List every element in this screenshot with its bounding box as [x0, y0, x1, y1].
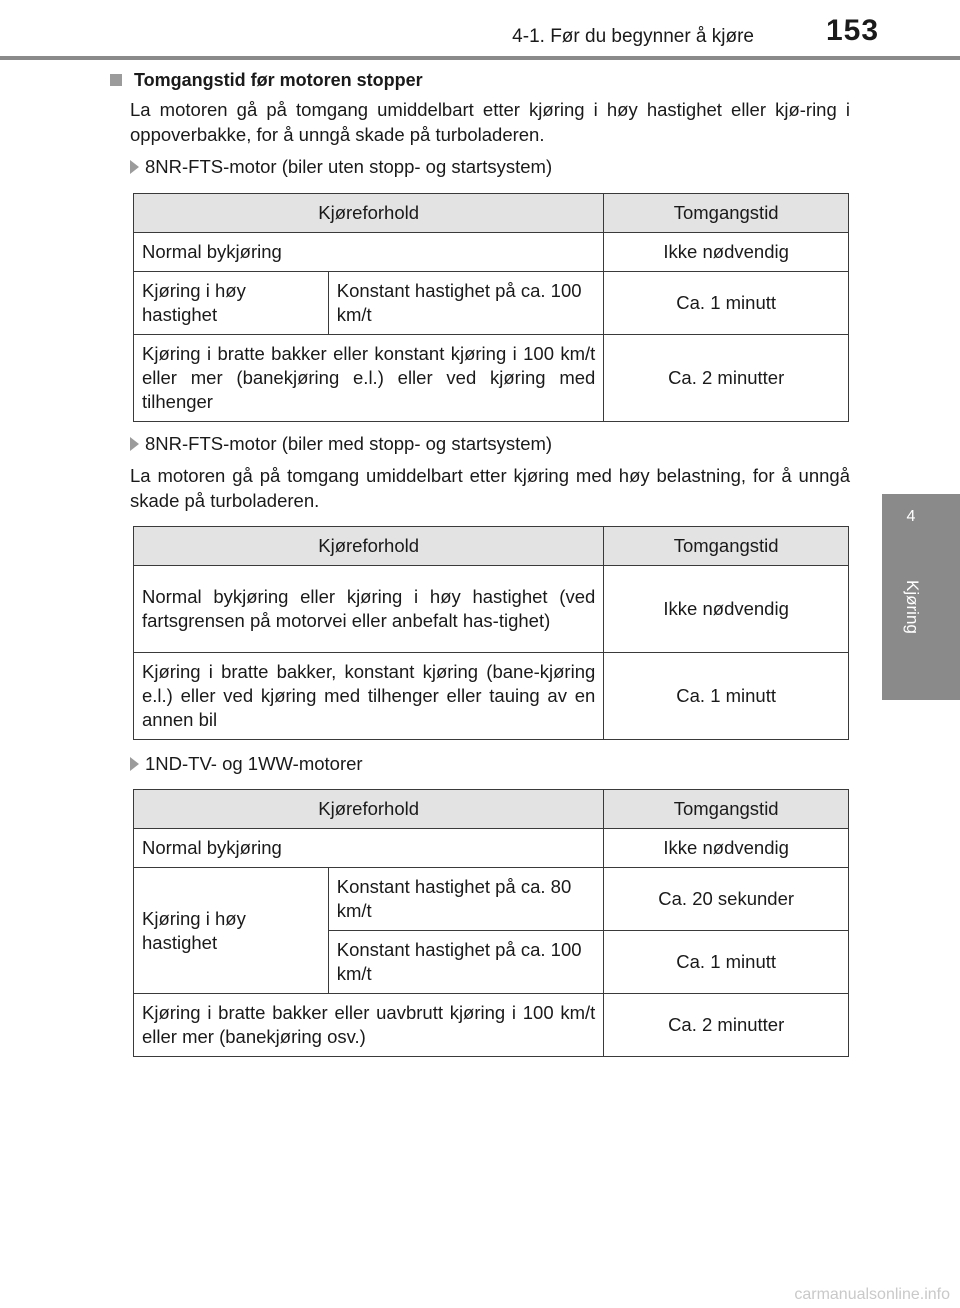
engine-bullet-1	[130, 156, 552, 178]
condition-cell: Normal bykjøring	[134, 233, 604, 272]
condition-cell: Kjøring i bratte bakker, konstant kjøring (bane-kjøring e.l.) eller ved kjøring med tilhenger eller tauing av en annen bil	[134, 653, 604, 740]
time-cell: Ca. 20 sekunder	[604, 868, 849, 931]
table-row	[134, 272, 849, 335]
time-cell: Ca. 2 minutter	[604, 994, 849, 1057]
condition-cell: Kjøring i høy hastighet	[134, 868, 329, 994]
column-header-time: Tomgangstid	[604, 790, 849, 829]
idle-time-table-1	[133, 193, 849, 422]
condition-cell: Normal bykjøring	[134, 829, 604, 868]
table-row	[134, 868, 849, 931]
time-cell: Ca. 1 minutt	[604, 653, 849, 740]
chapter-tab-number: 4	[906, 508, 916, 525]
table-row	[134, 566, 849, 653]
time-cell: Ikke nødvendig	[604, 566, 849, 653]
section-intro: La motoren gå på tomgang umiddelbart etter kjøring i høy hastighet eller kjø-ring i oppoverbakke, for å unngå skade på turboladeren.	[130, 99, 850, 145]
column-header-condition: Kjøreforhold	[134, 527, 604, 566]
engine-bullet-text: 8NR-FTS-motor (biler uten stopp- og startsystem)	[145, 156, 553, 177]
condition-cell: Normal bykjøring eller kjøring i høy hastighet (ved fartsgrensen på motorvei eller anbefalt has-tighet)	[134, 566, 604, 653]
column-header-condition: Kjøreforhold	[134, 194, 604, 233]
time-cell: Ca. 1 minutt	[604, 931, 849, 994]
section-heading-text: Tomgangstid før motoren stopper	[134, 70, 423, 90]
time-cell: Ca. 2 minutter	[604, 335, 849, 422]
triangle-bullet-icon	[130, 757, 139, 771]
table-row	[134, 653, 849, 740]
detail-cell: Konstant hastighet på ca. 100 km/t	[328, 931, 604, 994]
triangle-bullet-icon	[130, 437, 139, 451]
column-header-time: Tomgangstid	[604, 527, 849, 566]
triangle-bullet-icon	[130, 160, 139, 174]
square-bullet-icon	[110, 74, 122, 86]
condition-cell: Kjøring i høy hastighet	[134, 272, 329, 335]
chapter-tab[interactable]	[882, 494, 960, 700]
table-row	[134, 233, 849, 272]
block-paragraph: La motoren gå på tomgang umiddelbart etter kjøring med høy belastning, for å unngå skade på turboladeren.	[130, 465, 850, 511]
column-header-condition: Kjøreforhold	[134, 790, 604, 829]
table-row	[134, 335, 849, 422]
engine-bullet-text: 8NR-FTS-motor (biler med stopp- og startsystem)	[145, 433, 553, 454]
engine-bullet-2	[130, 433, 552, 455]
column-header-time: Tomgangstid	[604, 194, 849, 233]
idle-time-table-2	[133, 526, 849, 740]
detail-cell: Konstant hastighet på ca. 80 km/t	[328, 868, 604, 931]
section-heading	[110, 70, 423, 91]
time-cell: Ikke nødvendig	[604, 233, 849, 272]
page-number: 153	[826, 14, 880, 47]
time-cell: Ikke nødvendig	[604, 829, 849, 868]
table-row	[134, 829, 849, 868]
engine-bullet-text: 1ND-TV- og 1WW-motorer	[145, 753, 363, 774]
idle-time-table-3	[133, 789, 849, 1057]
condition-cell: Kjøring i bratte bakker eller uavbrutt kjøring i 100 km/t eller mer (banekjøring osv.)	[134, 994, 604, 1057]
header-rule	[0, 56, 960, 60]
header-title: 4-1. Før du begynner å kjøre	[512, 26, 754, 47]
condition-cell: Kjøring i bratte bakker eller konstant kjøring i 100 km/t eller mer (banekjøring e.l.) eller ved kjøring med tilhenger	[134, 335, 604, 422]
detail-cell: Konstant hastighet på ca. 100 km/t	[328, 272, 604, 335]
engine-bullet-3	[130, 753, 363, 775]
time-cell: Ca. 1 minutt	[604, 272, 849, 335]
watermark: carmanualsonline.info	[794, 1286, 950, 1303]
table-row	[134, 994, 849, 1057]
chapter-tab-label: Kjøring	[903, 580, 922, 634]
